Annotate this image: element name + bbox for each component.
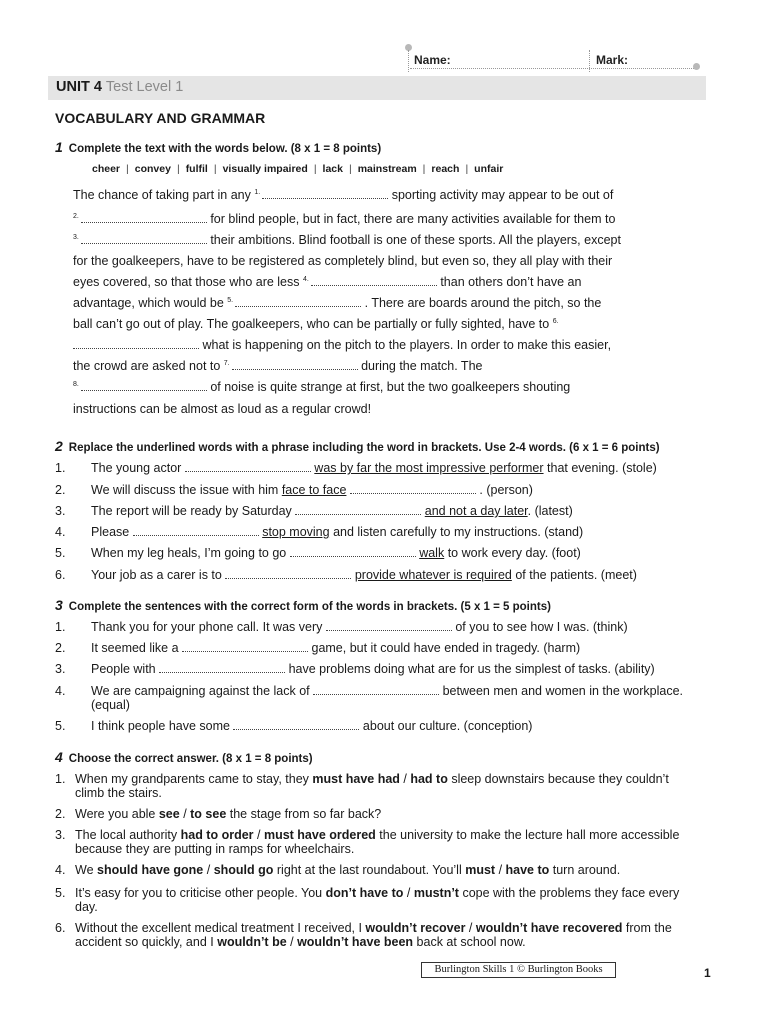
text-segment: . (person) bbox=[475, 483, 533, 497]
answer-option[interactable]: see bbox=[158, 807, 180, 821]
passage-line bbox=[73, 402, 371, 416]
item-text-continued: day. bbox=[75, 900, 98, 914]
answer-blank[interactable] bbox=[81, 381, 207, 391]
text-segment: Thank you for your phone call. It was very bbox=[91, 620, 326, 634]
item-number: 6. bbox=[55, 921, 66, 935]
answer-option[interactable]: wouldn’t be bbox=[217, 935, 287, 949]
passage-line bbox=[73, 254, 612, 268]
name-field[interactable] bbox=[410, 68, 696, 69]
item-text bbox=[75, 807, 381, 821]
text-segment: advantage, which would be bbox=[73, 296, 228, 310]
item-text bbox=[91, 684, 683, 698]
item-text bbox=[75, 828, 679, 842]
passage-line bbox=[73, 380, 570, 394]
item-number: 5. bbox=[55, 886, 66, 900]
section-title: VOCABULARY AND GRAMMAR bbox=[55, 110, 266, 126]
text-segment: right at the last roundabout. You’ll bbox=[273, 863, 466, 877]
text-segment: for the goalkeepers, have to be registered as completely blind, but even so, they all play with their bbox=[73, 254, 613, 268]
q2-instruction: Replace the underlined words with a phrase including the word in brackets. Use 2-4 words. (6 x 1 = 6 points) bbox=[68, 442, 660, 454]
text-segment: instructions can be almost as loud as a regular crowd! bbox=[73, 402, 372, 416]
text-segment: and listen carefully to my instructions. (stand) bbox=[329, 525, 584, 539]
text-segment: / bbox=[465, 921, 476, 935]
q2-number: 2 bbox=[55, 438, 63, 454]
text-segment: It seemed like a bbox=[91, 641, 183, 655]
gap-number: 3. bbox=[73, 233, 79, 241]
answer-blank[interactable] bbox=[159, 663, 285, 673]
text-segment: / bbox=[203, 863, 214, 877]
unit-title: UNIT 4 bbox=[56, 79, 102, 95]
q4-number: 4 bbox=[55, 749, 63, 765]
word-separator: | bbox=[422, 163, 426, 175]
text-segment: / bbox=[495, 863, 506, 877]
word-option: reach bbox=[431, 163, 460, 175]
answer-option[interactable]: should go bbox=[213, 863, 274, 877]
item-text bbox=[91, 483, 533, 497]
text-segment: for blind people, but in fact, there are many activities available for them to bbox=[206, 212, 616, 226]
text-segment: The young actor bbox=[91, 461, 185, 475]
answer-option[interactable]: had to bbox=[410, 772, 448, 786]
q1-number: 1 bbox=[55, 139, 63, 155]
text-segment: People with bbox=[91, 662, 160, 676]
text-segment: The local authority bbox=[75, 828, 181, 842]
q4-heading bbox=[55, 749, 313, 765]
answer-blank[interactable] bbox=[295, 505, 421, 515]
text-segment: between men and women in the workplace. bbox=[439, 684, 684, 698]
underlined-phrase: and not a day later bbox=[424, 504, 528, 518]
text-segment: / bbox=[399, 772, 411, 786]
item-text bbox=[75, 921, 672, 935]
text-segment: from the bbox=[622, 921, 672, 935]
answer-option[interactable]: wouldn’t have been bbox=[297, 935, 414, 949]
q1-instruction: Complete the text with the words below. (8 x 1 = 8 points) bbox=[68, 143, 382, 155]
answer-option[interactable]: mustn’t bbox=[413, 886, 459, 900]
text-segment: The report will be ready by Saturday bbox=[91, 504, 296, 518]
gap-number: 5. bbox=[227, 296, 234, 304]
word-separator: | bbox=[348, 163, 352, 175]
text-segment: than others don’t have an bbox=[436, 275, 582, 289]
word-option: unfair bbox=[474, 163, 504, 175]
passage-line bbox=[73, 296, 601, 310]
underlined-phrase: stop moving bbox=[262, 525, 330, 539]
text-segment: sleep downstairs because they couldn’t bbox=[447, 772, 669, 786]
text-segment: Without the excellent medical treatment I received, I bbox=[75, 921, 366, 935]
gap-number: 1. bbox=[254, 188, 261, 196]
answer-blank[interactable] bbox=[311, 276, 437, 286]
text-segment: Were you able bbox=[75, 807, 159, 821]
text-segment: the crowd are asked not to bbox=[73, 359, 224, 373]
word-option: mainstream bbox=[357, 163, 417, 175]
item-text bbox=[91, 620, 628, 634]
answer-option[interactable]: wouldn’t recover bbox=[365, 921, 466, 935]
item-text bbox=[75, 772, 669, 786]
answer-blank[interactable] bbox=[326, 621, 452, 631]
answer-blank[interactable] bbox=[81, 234, 207, 244]
passage-line bbox=[73, 212, 615, 226]
item-number: 3. bbox=[55, 662, 66, 676]
answer-blank[interactable] bbox=[290, 547, 416, 557]
item-text bbox=[91, 568, 637, 582]
answer-option[interactable]: wouldn’t have recovered bbox=[475, 921, 623, 935]
text-segment: We bbox=[75, 863, 97, 877]
item-text bbox=[75, 863, 620, 877]
page-number: 1 bbox=[704, 966, 711, 980]
gap-number: 2. bbox=[73, 212, 79, 220]
header-divider-left bbox=[408, 50, 409, 72]
answer-option[interactable]: don’t have to bbox=[325, 886, 404, 900]
text-segment: turn around. bbox=[549, 863, 621, 877]
text-segment: of the patients. (meet) bbox=[511, 568, 637, 582]
text-segment: When my leg heals, I’m going to go bbox=[91, 546, 290, 560]
item-number: 1. bbox=[55, 620, 66, 634]
text-segment: We will discuss the issue with him bbox=[91, 483, 282, 497]
item-text-continued: climb the stairs. bbox=[75, 786, 162, 800]
word-separator: | bbox=[213, 163, 217, 175]
answer-blank[interactable] bbox=[350, 484, 476, 494]
q1-word-box bbox=[92, 163, 503, 175]
word-option: cheer bbox=[92, 163, 121, 175]
underlined-phrase: provide whatever is required bbox=[354, 568, 512, 582]
answer-blank[interactable] bbox=[73, 339, 199, 349]
item-number: 1. bbox=[55, 461, 66, 475]
answer-blank[interactable] bbox=[232, 360, 358, 370]
answer-blank[interactable] bbox=[233, 720, 359, 730]
item-number: 4. bbox=[55, 525, 66, 539]
q1-heading bbox=[55, 139, 381, 155]
text-segment: have problems doing what are for us the simplest of tasks. (ability) bbox=[285, 662, 655, 676]
item-number: 2. bbox=[55, 641, 66, 655]
unit-subtitle: Test Level 1 bbox=[105, 79, 184, 95]
answer-blank[interactable] bbox=[313, 685, 439, 695]
answer-option[interactable]: must have had bbox=[312, 772, 400, 786]
item-text-continued bbox=[75, 935, 526, 949]
item-text-continued: (equal) bbox=[91, 698, 130, 712]
passage-line bbox=[73, 188, 613, 202]
text-segment: We are campaigning against the lack of bbox=[91, 684, 314, 698]
answer-blank[interactable] bbox=[133, 526, 259, 536]
item-number: 5. bbox=[55, 546, 66, 560]
text-segment: of noise is quite strange at first, but the two goalkeepers shouting bbox=[206, 380, 571, 394]
item-text bbox=[91, 504, 573, 518]
item-number: 4. bbox=[55, 863, 66, 877]
copyright-notice: Burlington Skills 1 © Burlington Books bbox=[421, 962, 616, 978]
text-segment: during the match. The bbox=[357, 359, 483, 373]
item-text bbox=[91, 461, 657, 475]
answer-option[interactable]: had to order bbox=[180, 828, 254, 842]
answer-option[interactable]: must bbox=[465, 863, 496, 877]
text-segment: about our culture. (conception) bbox=[359, 719, 533, 733]
gap-number: 4. bbox=[303, 275, 309, 283]
q3-instruction: Complete the sentences with the correct form of the words in brackets. (5 x 1 = 5 points) bbox=[68, 601, 551, 613]
text-segment: It’s easy for you to criticise other people. You bbox=[75, 886, 326, 900]
item-number: 1. bbox=[55, 772, 66, 786]
q2-heading bbox=[55, 438, 660, 454]
underlined-phrase: walk bbox=[419, 546, 445, 560]
item-number: 4. bbox=[55, 684, 66, 698]
text-segment: the university to make the lecture hall more accessible bbox=[375, 828, 680, 842]
passage-line bbox=[73, 317, 561, 331]
text-segment: to work every day. (foot) bbox=[444, 546, 581, 560]
answer-blank[interactable] bbox=[262, 189, 388, 199]
text-segment: their ambitions. Blind football is one of these sports. All the players, except bbox=[206, 233, 621, 247]
gap-number: 7. bbox=[223, 359, 230, 367]
q4-instruction: Choose the correct answer. (8 x 1 = 8 points) bbox=[68, 753, 313, 765]
text-segment: / bbox=[253, 828, 264, 842]
text-segment: ball can’t go out of play. The goalkeepers, who can be partially or fully sighted, have to bbox=[73, 317, 553, 331]
answer-option[interactable]: to see bbox=[190, 807, 227, 821]
text-segment: / bbox=[403, 886, 414, 900]
text-segment: what is happening on the pitch to the players. In order to make this easier, bbox=[199, 338, 612, 352]
word-option: lack bbox=[322, 163, 343, 175]
passage-line bbox=[73, 233, 621, 247]
item-text bbox=[91, 546, 581, 560]
answer-option[interactable]: should have gone bbox=[97, 863, 204, 877]
answer-blank[interactable] bbox=[235, 297, 361, 307]
word-option: fulfil bbox=[185, 163, 208, 175]
text-segment: of you to see how I was. (think) bbox=[451, 620, 628, 634]
item-number: 3. bbox=[55, 828, 66, 842]
text-segment: sporting activity may appear to be out of bbox=[388, 188, 614, 202]
gap-number: 6. bbox=[552, 317, 559, 325]
item-text-continued: because they are putting in ramps for wheelchairs. bbox=[75, 842, 355, 856]
text-segment: accident so quickly, and I bbox=[75, 935, 218, 949]
header-dot-right bbox=[693, 63, 700, 70]
answer-blank[interactable] bbox=[225, 569, 351, 579]
passage-line bbox=[73, 275, 581, 289]
item-text bbox=[91, 641, 580, 655]
gap-number: 8. bbox=[73, 380, 79, 388]
q3-heading bbox=[55, 597, 551, 613]
item-text bbox=[91, 525, 583, 539]
answer-option[interactable]: have to bbox=[505, 863, 550, 877]
text-segment: game, but it could have ended in tragedy. (harm) bbox=[308, 641, 581, 655]
text-segment: . There are boards around the pitch, so the bbox=[361, 296, 602, 310]
answer-blank[interactable] bbox=[185, 462, 311, 472]
word-separator: | bbox=[176, 163, 180, 175]
text-segment: When my grandparents came to stay, they bbox=[75, 772, 313, 786]
underlined-phrase: face to face bbox=[281, 483, 347, 497]
text-segment: cope with the problems they face every bbox=[458, 886, 680, 900]
mark-label: Mark: bbox=[596, 53, 629, 67]
item-text bbox=[75, 886, 679, 900]
answer-blank[interactable] bbox=[182, 642, 308, 652]
text-segment: The chance of taking part in any bbox=[73, 188, 255, 202]
item-number: 6. bbox=[55, 568, 66, 582]
word-option: convey bbox=[134, 163, 171, 175]
underlined-phrase: was by far the most impressive performer bbox=[314, 461, 544, 475]
answer-option[interactable]: must have ordered bbox=[263, 828, 376, 842]
passage-line bbox=[73, 338, 611, 352]
word-separator: | bbox=[313, 163, 317, 175]
text-segment: back at school now. bbox=[413, 935, 526, 949]
word-separator: | bbox=[126, 163, 129, 175]
q3-number: 3 bbox=[55, 597, 63, 613]
answer-blank[interactable] bbox=[81, 213, 207, 223]
text-segment: Your job as a carer is to bbox=[91, 568, 226, 582]
item-number: 2. bbox=[55, 483, 66, 497]
text-segment: the stage from so far back? bbox=[226, 807, 382, 821]
text-segment: eyes covered, so that those who are less bbox=[73, 275, 303, 289]
item-text bbox=[91, 719, 532, 733]
word-option: visually impaired bbox=[222, 163, 308, 175]
item-text bbox=[91, 662, 655, 676]
item-number: 3. bbox=[55, 504, 66, 518]
unit-bar bbox=[48, 76, 706, 100]
text-segment: . (latest) bbox=[527, 504, 573, 518]
text-segment: / bbox=[286, 935, 298, 949]
word-separator: | bbox=[465, 163, 469, 175]
text-segment: Please bbox=[91, 525, 133, 539]
text-segment: that evening. (stole) bbox=[543, 461, 657, 475]
text-segment: / bbox=[179, 807, 191, 821]
passage-line bbox=[73, 359, 482, 373]
item-number: 2. bbox=[55, 807, 66, 821]
item-number: 5. bbox=[55, 719, 66, 733]
name-label: Name: bbox=[414, 53, 451, 67]
text-segment: I think people have some bbox=[91, 719, 234, 733]
